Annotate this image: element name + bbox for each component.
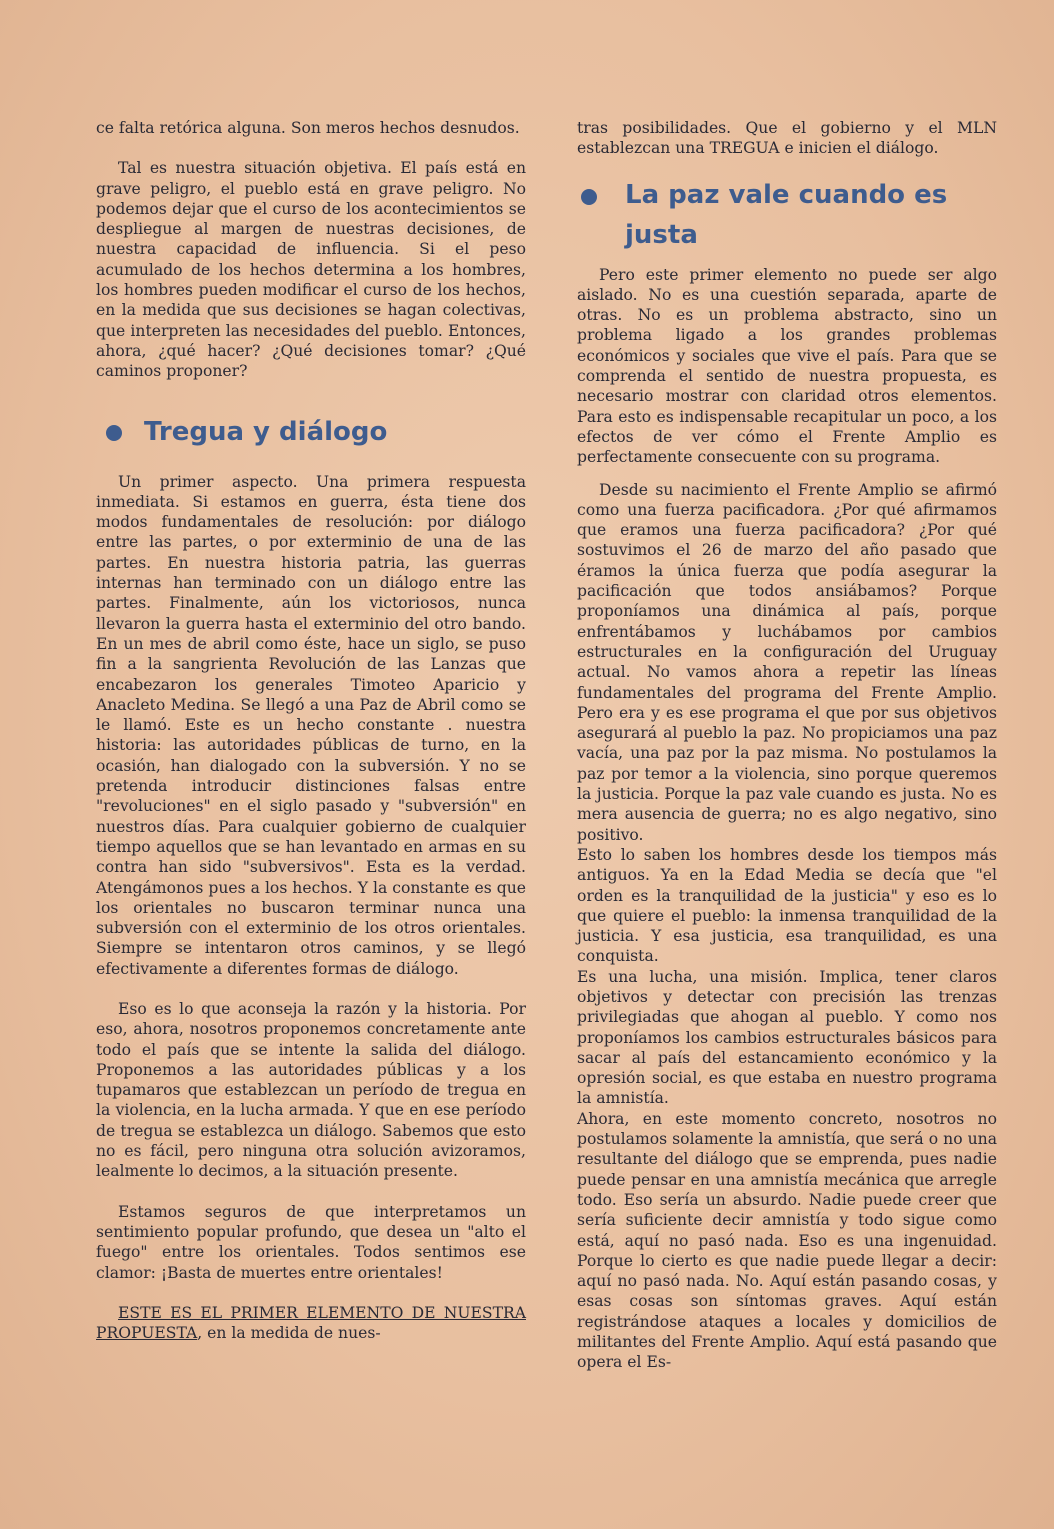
bullet-icon: [581, 189, 597, 205]
paragraph: Es una lucha, una misión. Implica, tener claros objetivos y detectar con precisión las trenzas privilegiadas que ahogan al pueblo. Y como nos proponíamos los cambios estructurales básicos para sacar al país del estancamiento económico y la opresión social, es que estaba en nuestro programa la amnistía.: [577, 967, 997, 1108]
paragraph: [96, 1303, 526, 1344]
right-column: [577, 118, 997, 1373]
section-heading: [577, 175, 997, 255]
heading-text: La paz vale cuando es justa: [625, 179, 948, 250]
paragraph: Estamos seguros de que interpretamos un sentimiento popular profundo, que desea un "alto el fuego" entre los orientales. Todos sentimos ese clamor: ¡Basta de muertes entre orientales!: [96, 1202, 526, 1282]
left-column: [96, 118, 526, 1343]
paragraph: Un primer aspecto. Una primera respuesta inmediata. Si estamos en guerra, ésta tiene dos modos fundamentales de resolución: por diálogo entre las partes, o por exterminio de una de las partes. En nuestra historia patria, las guerras internas han terminado con un diálogo entre las partes. Finalmente, aún los victoriosos, nunca llevaron la guerra hasta el exterminio del otro bando. En un mes de abril como éste, hace un siglo, se puso fin a la sangrienta Revolución de las Lanzas que encabezaron los generales Timoteo Aparicio y Anacleto Medina. Se llegó a una Paz de Abril como se le llamó. Este es un hecho constante . nuestra historia: las autoridades públicas de turno, en la ocasión, han dialogado con la subversión. Y no se pretenda introducir distinciones falsas entre "revoluciones" en el siglo pasado y "subversión" en nuestros días. Para cualquier gobierno de cualquier tiempo aquellos que se han levantado en armas en su contra han sido "subversivos". Esta es la verdad. Atengámonos pues a los hechos. Y la constante es que los orientales no buscaron terminar nunca una subversión con el exterminio de los otros orientales. Siempre se intentaron otros caminos, y se llegó efectivamente a diferentes formas de diálogo.: [96, 472, 526, 978]
paragraph-text: , en la medida de nues-: [197, 1324, 381, 1343]
section-heading: [96, 412, 526, 452]
underlined-text: ESTE ES EL PRIMER ELEMENTO DE NUESTRA PROPUESTA: [96, 1303, 526, 1343]
paragraph: Esto lo saben los hombres desde los tiempos más antiguos. Ya en la Edad Media se decía que "el orden es la tranquilidad de la justicia" y eso es lo que quiere el pueblo: la inmensa tranquilidad de la justicia. Y esa justicia, esa tranquilidad, es una conquista.: [577, 845, 997, 966]
paragraph: Eso es lo que aconseja la razón y la historia. Por eso, ahora, nosotros proponemos concretamente ante todo el país que se intente la salida del diálogo. Proponemos a las autoridades públicas y a los tupamaros que establezcan un período de tregua en la violencia, en la lucha armada. Y que en ese período de tregua se establezca un diálogo. Sabemos que esto no es fácil, pero ninguna otra solución avizoramos, lealmente lo decimos, a la situación presente.: [96, 999, 526, 1181]
paragraph: ce falta retórica alguna. Son meros hechos desnudos.: [96, 119, 520, 137]
paragraph: Ahora, en este momento concreto, nosotros no postulamos solamente la amnistía, que será o no una resultante del diálogo que se emprenda, pues nadie puede pensar en una amnistía mecánica que arregle todo. Eso sería un absurdo. Nadie puede creer que sería suficiente decir amnistía y todo sigue como está, aquí no pasó nada. Eso es una ingenuidad. Porque lo cierto es que nadie puede llegar a decir: aquí no pasó nada. No. Aquí están pasando cosas, y esas cosas son síntomas graves. Aquí están registrándose ataques a locales y domicilios de militantes del Frente Amplio. Aquí está pasando que opera el Es-: [577, 1109, 997, 1372]
paragraph: tras posibilidades. Que el gobierno y el MLN establezcan una TREGUA e inicien el diálogo.: [577, 119, 997, 158]
paragraph: Desde su nacimiento el Frente Amplio se afirmó como una fuerza pacificadora. ¿Por qué afirmamos que eramos una fuerza pacificadora? ¿Por qué sostuvimos el 26 de marzo del año pasado que éramos la única fuerza que podía asegurar la pacificación que todos ansiábamos? Porque proponíamos una dinámica al país, porque enfrentábamos y luchábamos por cambios estructurales en la configuración del Uruguay actual. No vamos ahora a repetir las líneas fundamentales del programa del Frente Amplio. Pero era y es ese programa el que por sus objetivos asegurará al pueblo la paz. No propiciamos una paz vacía, una paz por la paz misma. No postulamos la paz por temor a la violencia, sino porque queremos la justicia. Porque la paz vale cuando es justa. No es mera ausencia de guerra; no es algo negativo, sino positivo.: [577, 480, 997, 844]
paragraph: Pero este primer elemento no puede ser algo aislado. No es una cuestión separada, aparte de otras. No es un problema abstracto, sino un problema ligado a los grandes problemas económicos y sociales que vive el país. Para que se comprenda el sentido de nuestra propuesta, es necesario mostrar con claridad otros elementos. Para esto es indispensable recapitular un poco, a los efectos de ver cómo el Frente Amplio es perfectamente consecuente con su programa.: [577, 265, 997, 467]
bullet-icon: [106, 425, 122, 441]
heading-text: Tregua y diálogo: [144, 416, 388, 447]
paragraph: Tal es nuestra situación objetiva. El país está en grave peligro, el pueblo está en grave peligro. No podemos dejar que el curso de los acontecimientos se despliegue al margen de nuestras decisiones, de nuestra capacidad de influencia. Si el peso acumulado de los hechos determina a los hombres, los hombres pueden modificar el curso de los hechos, en la medida que sus decisiones se hagan colectivas, que interpreten las necesidades del pueblo. Entonces, ahora, ¿qué hacer? ¿Qué decisiones tomar? ¿Qué caminos proponer?: [96, 159, 526, 381]
